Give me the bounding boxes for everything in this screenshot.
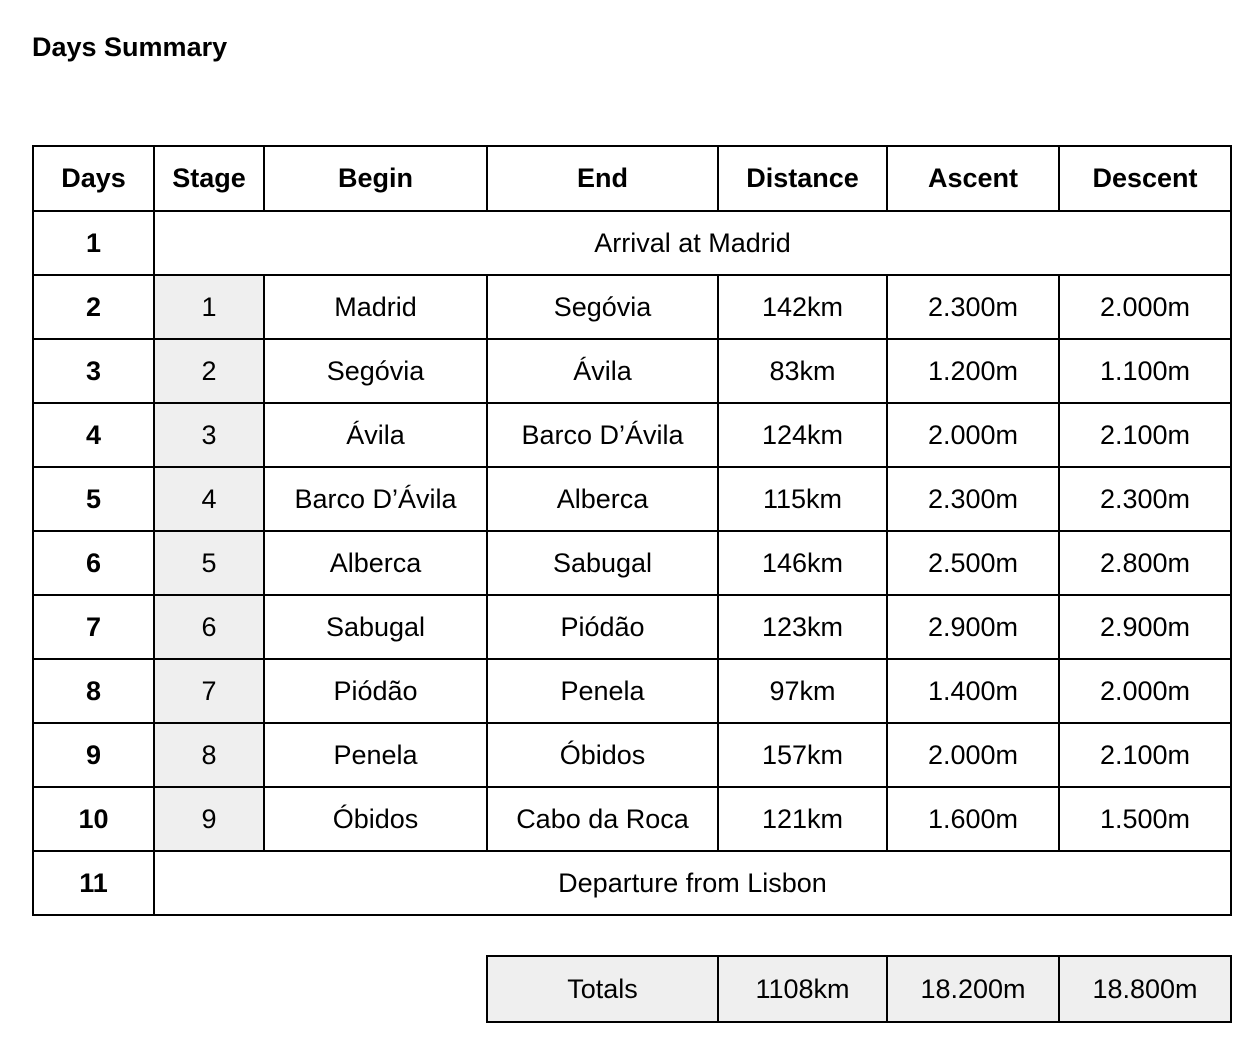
distance-cell: 97km (718, 659, 887, 723)
header-begin: Begin (264, 146, 487, 211)
stage-cell: 3 (154, 403, 264, 467)
end-cell: Alberca (487, 467, 718, 531)
table-row (33, 211, 1231, 275)
header-row (33, 146, 1231, 211)
day-cell: 3 (33, 339, 154, 403)
stage-cell: 5 (154, 531, 264, 595)
distance-cell: 142km (718, 275, 887, 339)
header-distance: Distance (718, 146, 887, 211)
table-row (33, 339, 1231, 403)
table-row (33, 787, 1231, 851)
day-cell: 4 (33, 403, 154, 467)
table-row (33, 467, 1231, 531)
header-days: Days (33, 146, 154, 211)
descent-cell: 2.000m (1059, 275, 1231, 339)
totals-table (486, 955, 1232, 1023)
descent-cell: 1.500m (1059, 787, 1231, 851)
header-ascent: Ascent (887, 146, 1059, 211)
distance-cell: 157km (718, 723, 887, 787)
totals-label: Totals (487, 956, 718, 1022)
table-row (33, 723, 1231, 787)
stage-cell: 4 (154, 467, 264, 531)
header-descent: Descent (1059, 146, 1231, 211)
end-cell: Penela (487, 659, 718, 723)
ascent-cell: 2.000m (887, 723, 1059, 787)
day-cell: 2 (33, 275, 154, 339)
header-stage: Stage (154, 146, 264, 211)
begin-cell: Madrid (264, 275, 487, 339)
distance-cell: 124km (718, 403, 887, 467)
note-cell: Departure from Lisbon (154, 851, 1231, 915)
distance-cell: 146km (718, 531, 887, 595)
end-cell: Cabo da Roca (487, 787, 718, 851)
descent-cell: 2.100m (1059, 723, 1231, 787)
day-cell: 11 (33, 851, 154, 915)
end-cell: Óbidos (487, 723, 718, 787)
day-cell: 1 (33, 211, 154, 275)
ascent-cell: 1.600m (887, 787, 1059, 851)
stage-cell: 9 (154, 787, 264, 851)
table-row (33, 851, 1231, 915)
ascent-cell: 2.000m (887, 403, 1059, 467)
stage-cell: 2 (154, 339, 264, 403)
ascent-cell: 1.400m (887, 659, 1059, 723)
table-row (33, 659, 1231, 723)
end-cell: Barco D’Ávila (487, 403, 718, 467)
header-end: End (487, 146, 718, 211)
table-row (33, 595, 1231, 659)
distance-cell: 121km (718, 787, 887, 851)
ascent-cell: 2.300m (887, 275, 1059, 339)
totals-row (487, 956, 1231, 1022)
begin-cell: Sabugal (264, 595, 487, 659)
begin-cell: Segóvia (264, 339, 487, 403)
table-row (33, 403, 1231, 467)
day-cell: 8 (33, 659, 154, 723)
end-cell: Ávila (487, 339, 718, 403)
day-cell: 9 (33, 723, 154, 787)
day-cell: 5 (33, 467, 154, 531)
end-cell: Piódão (487, 595, 718, 659)
total-distance: 1108km (718, 956, 887, 1022)
ascent-cell: 2.500m (887, 531, 1059, 595)
descent-cell: 2.300m (1059, 467, 1231, 531)
descent-cell: 2.900m (1059, 595, 1231, 659)
page-title: Days Summary (32, 32, 228, 62)
stage-cell: 6 (154, 595, 264, 659)
begin-cell: Penela (264, 723, 487, 787)
day-cell: 6 (33, 531, 154, 595)
end-cell: Segóvia (487, 275, 718, 339)
stage-cell: 1 (154, 275, 264, 339)
begin-cell: Óbidos (264, 787, 487, 851)
ascent-cell: 2.300m (887, 467, 1059, 531)
ascent-cell: 2.900m (887, 595, 1059, 659)
begin-cell: Alberca (264, 531, 487, 595)
begin-cell: Piódão (264, 659, 487, 723)
note-cell: Arrival at Madrid (154, 211, 1231, 275)
distance-cell: 123km (718, 595, 887, 659)
table-row (33, 275, 1231, 339)
days-summary-table (32, 145, 1232, 916)
day-cell: 7 (33, 595, 154, 659)
descent-cell: 1.100m (1059, 339, 1231, 403)
stage-cell: 7 (154, 659, 264, 723)
distance-cell: 115km (718, 467, 887, 531)
descent-cell: 2.100m (1059, 403, 1231, 467)
ascent-cell: 1.200m (887, 339, 1059, 403)
total-ascent: 18.200m (887, 956, 1059, 1022)
distance-cell: 83km (718, 339, 887, 403)
begin-cell: Barco D’Ávila (264, 467, 487, 531)
day-cell: 10 (33, 787, 154, 851)
total-descent: 18.800m (1059, 956, 1231, 1022)
begin-cell: Ávila (264, 403, 487, 467)
end-cell: Sabugal (487, 531, 718, 595)
table-row (33, 531, 1231, 595)
stage-cell: 8 (154, 723, 264, 787)
descent-cell: 2.800m (1059, 531, 1231, 595)
descent-cell: 2.000m (1059, 659, 1231, 723)
